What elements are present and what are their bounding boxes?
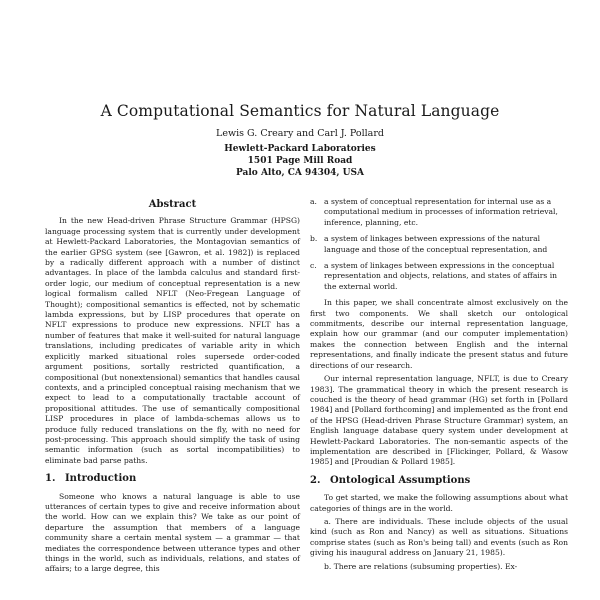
list-item-label: c. xyxy=(310,261,317,271)
section-number: 2. xyxy=(310,474,321,486)
list-item xyxy=(310,234,568,255)
introduction-heading xyxy=(45,474,300,484)
ontological-assumptions-heading xyxy=(310,476,568,486)
list-item xyxy=(310,261,568,292)
paper-authors: Lewis G. Creary and Carl J. Pollard xyxy=(216,128,384,139)
section2-item-b: b. There are relations (subsuming properties). Ex- xyxy=(324,561,518,571)
section-title: Introduction xyxy=(65,473,137,485)
list-item-text: a system of linkages between expressions in the conceptual representation and objects, relations, and states of affairs in the external world. xyxy=(324,261,558,291)
affiliation-line: Palo Alto, CA 94304, USA xyxy=(236,168,364,178)
body-paragraph: In this paper, we shall concentrate almost exclusively on the first two components. We shall sketch our ontological commitments, describe our internal representation language, explain how our grammar (and our computer implementation) makes the connection between English and the internal representations, and finally indicate the present status and future directions of our research. xyxy=(310,298,568,370)
abstract-heading: Abstract xyxy=(148,199,197,210)
list-item-label: a. xyxy=(310,197,317,206)
section2-item-a: a. There are individuals. These include objects of the usual kind (such as Ron and Nancy) as well as situations. Situations comprise states (such as Ron's being tall) and events (such as Ron giving his inaugural address on January 21, 1985). xyxy=(310,516,568,558)
affiliation-line: Hewlett-Packard Laboratories xyxy=(224,144,376,154)
affiliation-line: 1501 Page Mill Road xyxy=(247,156,353,166)
list-item-label: b. xyxy=(310,234,318,244)
affiliation-block xyxy=(0,143,600,179)
list-item xyxy=(310,197,568,228)
left-column xyxy=(45,200,300,578)
list-item-text: a system of linkages between expressions of the natural language and those of the conceptual representation, and xyxy=(324,234,548,254)
right-column xyxy=(310,197,568,575)
paper-title: A Computational Semantics for Natural Language xyxy=(100,102,500,120)
section-title: Ontological Assumptions xyxy=(330,474,471,486)
body-paragraph: Our internal representation language, NFLT, is due to Creary 1983]. The grammatical theory in which the present research is couched is the theory of head grammar (HG) set forth in [Pollard 1984] and [Pollard forthcoming] and implemented as the front end of the HPSG (Head-driven Phrase Structure Grammar) system, an English language database query system under development at Hewlett-Packard Laboratories. The non-semantic aspects of the implementation are described in [Flickinger, Pollard, & Wasow 1985] and [Proudian & Pollard 1985]. xyxy=(310,374,568,467)
list-item-text: a system of conceptual representation for internal use as a computational medium in processes of information retrieval, inference, planning, etc. xyxy=(324,197,558,227)
section-number: 1. xyxy=(45,473,56,485)
introduction-text: Someone who knows a natural language is able to use utterances of certain types to give and receive information about the world. How can we explain this? We take as our point of departure the assumption that members of a language community share a certain mental system — a grammar — that mediates the correspondence between utterance types and other things in the world, such as individuals, relations, and states of affairs; to a large degree, this xyxy=(45,491,300,574)
section2-intro: To get started, we make the following assumptions about what categories of things are in the world. xyxy=(310,493,568,513)
abstract-text: In the new Head-driven Phrase Structure Grammar (HPSG) language processing system that is currently under development at Hewlett-Packard Laboratories, the Montagovian semantics of the earlier GPSG system (see [Gawron, et al. 1982]) is replaced by a radically different approach with a number of distinct advantages. In place of the lambda calculus and standard first-order logic, our medium of conceptual representation is a new logical formalism called NFLT (Neo-Fregean Language of Thought); compositional semantics is effected, not by schematic lambda expressions, but by LISP procedures that operate on NFLT expressions to produce new expressions. NFLT has a number of features that make it well-suited for natural language translations, including predicates of variable arity in which explicitly marked situational roles supersede order-coded argument positions, sortally restricted quantification, a compositional (but nonextensional) semantics that handles causal contexts, and a principled conceptual raising mechanism that we expect to lead to a computationally tractable account of propositional attitudes. The use of semantically compositional LISP procedures in place of lambda-schemas allows us to produce fully reduced translations on the fly, with no need for post-processing. This approach should simplify the task of using semantic information (such as sortal incompatibilities) to eliminate bad parse paths. xyxy=(45,216,300,465)
